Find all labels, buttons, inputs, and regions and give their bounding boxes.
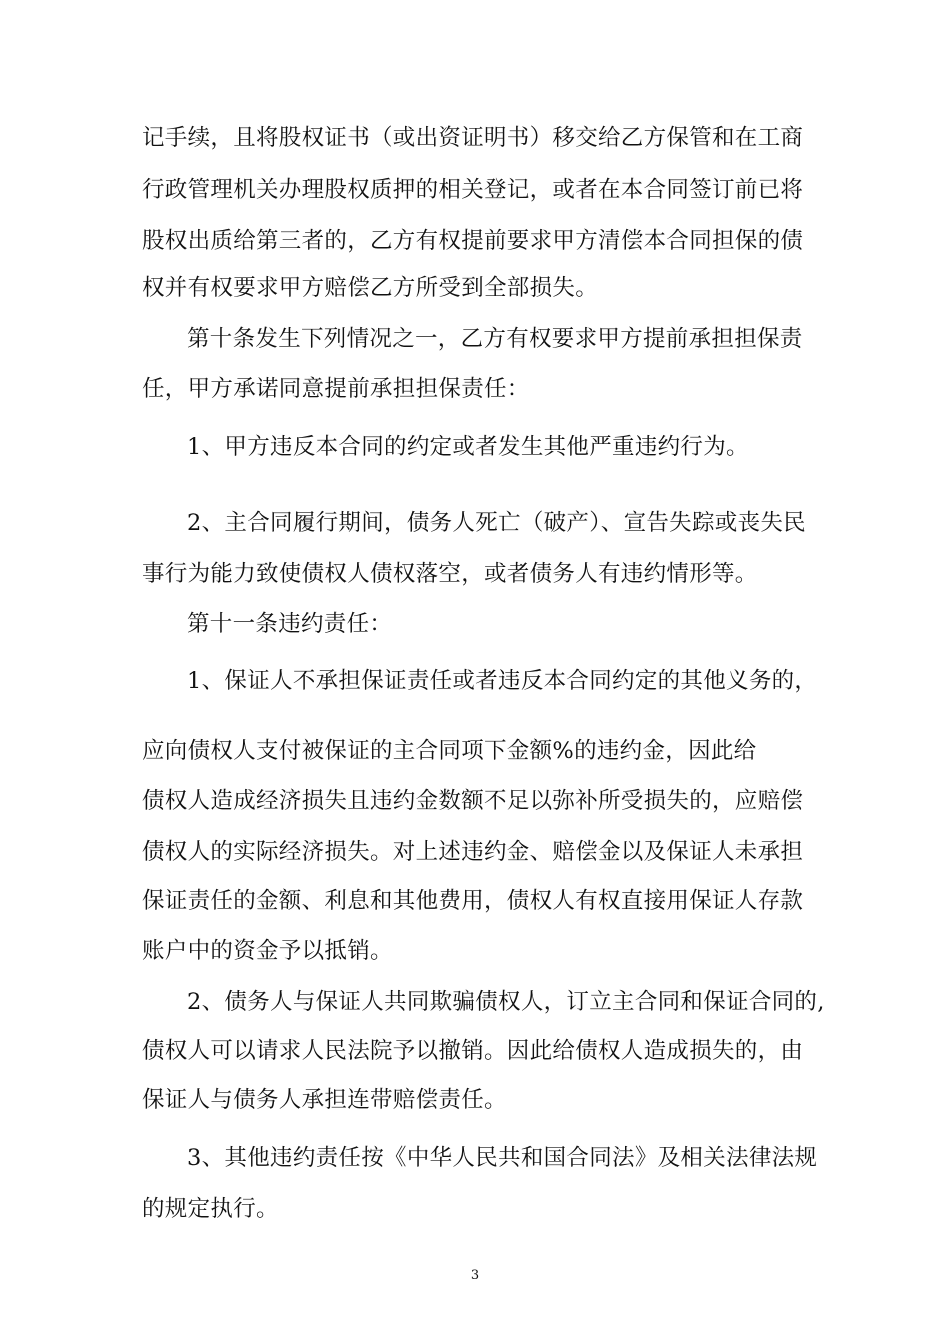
clause-heading-10: 第十条发生下列情况之一，乙方有权要求甲方提前承担担保责 [187,326,803,352]
text-line: 权并有权要求甲方赔偿乙方所受到全部损失。 [142,275,599,301]
text-line: 任，甲方承诺同意提前承担担保责任： [142,376,530,402]
text-line: 事行为能力致使债权人债权落空，或者债务人有违约情形等。 [142,561,758,587]
text-line: 债权人造成经济损失且违约金数额不足以弥补所受损失的，应赔偿 [142,788,804,814]
text-line: 债权人可以请求人民法院予以撤销。因此给债权人造成损失的，由 [142,1038,804,1064]
clause-item: 2、主合同履行期间，债务人死亡（破产）、宣告失踪或丧失民 [187,510,806,536]
text-line: 记手续，且将股权证书（或出资证明书）移交给乙方保管和在工商 [142,125,804,151]
text-line: 债权人的实际经济损失。对上述违约金、赔偿金以及保证人未承担 [142,839,804,865]
clause-item: 1、保证人不承担保证责任或者违反本合同约定的其他义务的， [187,668,818,694]
text-line: 账户中的资金予以抵销。 [142,938,393,964]
text-line: 保证人与债务人承担连带赔偿责任。 [142,1087,507,1113]
clause-item: 3、其他违约责任按《中华人民共和国合同法》及相关法律法规 [187,1145,818,1171]
text-line: 应向债权人支付被保证的主合同项下金额%的违约金，因此给 [142,738,757,764]
clause-heading-11: 第十一条违约责任： [187,611,393,637]
text-line: 保证责任的金额、利息和其他费用，债权人有权直接用保证人存款 [142,888,804,914]
text-line: 行政管理机关办理股权质押的相关登记，或者在本合同签订前已将 [142,177,804,203]
text-line: 的规定执行。 [142,1196,279,1222]
clause-item: 1、甲方违反本合同的约定或者发生其他严重违约行为。 [187,434,749,460]
clause-item: 2、债务人与保证人共同欺骗债权人，订立主合同和保证合同的, [187,989,825,1015]
text-line: 股权出质给第三者的，乙方有权提前要求甲方清偿本合同担保的债 [142,228,804,254]
page-number: 3 [470,1268,480,1283]
